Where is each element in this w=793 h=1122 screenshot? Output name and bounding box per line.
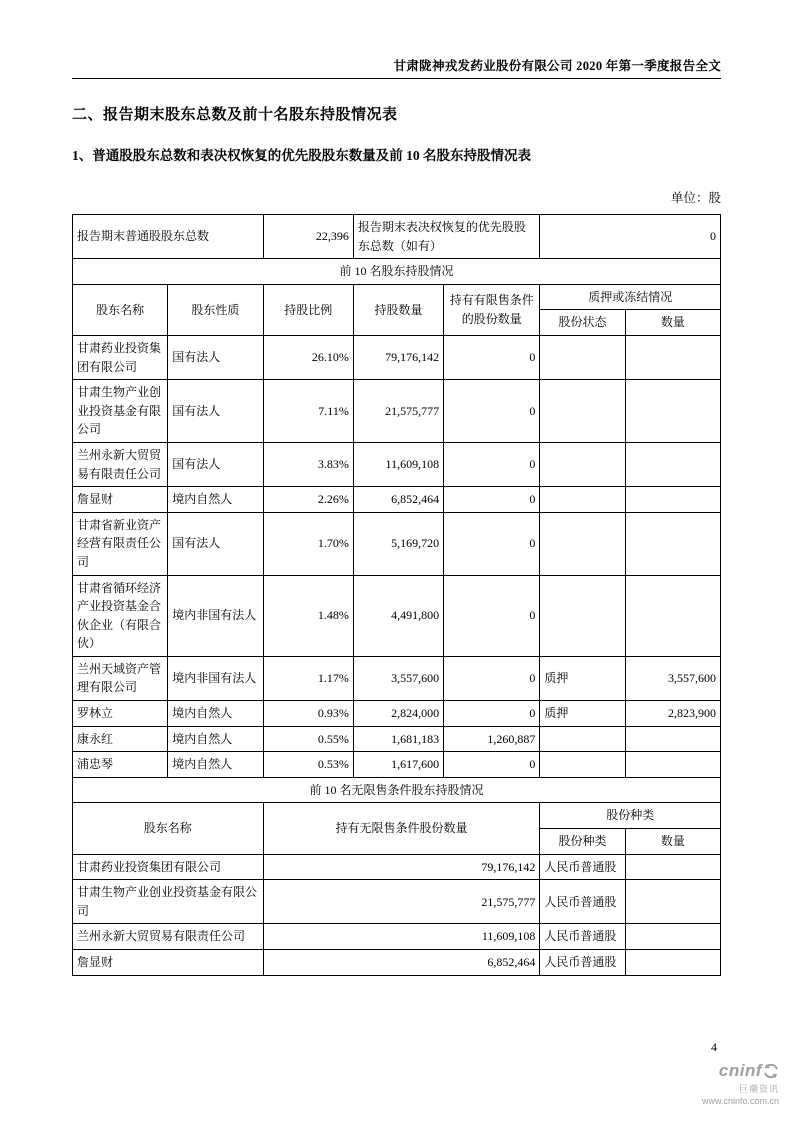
col-header-restricted: 持有有限售条件的股份数量 — [444, 284, 540, 335]
unrestricted-name-cell: 詹显财 — [73, 950, 264, 976]
shareholder-nature-cell: 境内非国有法人 — [168, 575, 263, 656]
shareholder-ratio-cell: 7.11% — [263, 380, 353, 443]
col-header-share-type: 股份种类 — [540, 829, 625, 855]
pledge-qty-cell — [625, 512, 720, 575]
shareholder-shares-cell: 79,176,142 — [353, 335, 443, 379]
cninfo-chinese-name: 巨潮资讯 — [738, 1084, 779, 1094]
shareholder-nature-cell: 国有法人 — [168, 442, 263, 486]
cninfo-wordmark-text: cninf — [718, 1061, 762, 1080]
unit-label: 单位：股 — [670, 191, 721, 205]
shareholder-row — [73, 512, 721, 575]
shareholder-row — [73, 575, 721, 656]
shareholder-shares-cell: 4,491,800 — [353, 575, 443, 656]
unrestricted-header-row-1 — [73, 803, 721, 829]
shareholder-row — [73, 726, 721, 752]
shareholder-shares-cell: 1,681,183 — [353, 726, 443, 752]
unrestricted-row — [73, 880, 721, 924]
share-type-cell: 人民币普通股 — [540, 924, 625, 950]
shareholder-row — [73, 335, 721, 379]
pledge-status-cell — [540, 335, 625, 379]
shareholder-name-cell: 甘肃药业投资集团有限公司 — [73, 335, 168, 379]
share-type-cell: 人民币普通股 — [540, 880, 625, 924]
pledge-status-cell — [540, 752, 625, 778]
pledge-qty-cell — [625, 752, 720, 778]
shareholder-ratio-cell: 3.83% — [263, 442, 353, 486]
shareholder-name-cell: 兰州永新大贸贸易有限责任公司 — [73, 442, 168, 486]
shareholder-name-cell: 甘肃省新业资产经营有限责任公司 — [73, 512, 168, 575]
pledge-qty-cell — [625, 442, 720, 486]
unrestricted-shares-cell: 11,609,108 — [263, 924, 540, 950]
shareholder-name-cell: 康永红 — [73, 726, 168, 752]
shareholder-restricted-cell: 0 — [444, 380, 540, 443]
top10-section-header: 前 10 名股东持股情况 — [73, 259, 721, 285]
shareholder-shares-cell: 1,617,600 — [353, 752, 443, 778]
shareholder-restricted-cell: 0 — [444, 512, 540, 575]
shareholder-restricted-cell: 0 — [444, 335, 540, 379]
shareholder-ratio-cell: 0.93% — [263, 701, 353, 727]
unrestricted-shares-cell: 79,176,142 — [263, 854, 540, 880]
shareholder-restricted-cell: 0 — [444, 487, 540, 513]
unrestricted-band-row — [73, 777, 721, 803]
col-header-share-qty: 数量 — [625, 829, 720, 855]
page-number: 4 — [711, 1040, 717, 1054]
shareholder-row — [73, 442, 721, 486]
cninfo-footer-logo — [702, 1061, 779, 1106]
unrestricted-section-header: 前 10 名无限售条件股东持股情况 — [73, 777, 721, 803]
share-type-cell: 人民币普通股 — [540, 950, 625, 976]
shareholder-ratio-cell: 26.10% — [263, 335, 353, 379]
shareholder-name-cell: 甘肃省循环经济产业投资基金合伙企业（有限合伙） — [73, 575, 168, 656]
pledge-status-cell — [540, 442, 625, 486]
preferred-shareholders-label: 报告期末表决权恢复的优先股股东总数（如有） — [353, 215, 540, 259]
document-page — [72, 0, 721, 976]
shareholder-row — [73, 752, 721, 778]
unrestricted-name-cell: 甘肃药业投资集团有限公司 — [73, 854, 264, 880]
col-header-pledge-group: 质押或冻结情况 — [540, 284, 721, 310]
pledge-status-cell — [540, 575, 625, 656]
shareholder-ratio-cell: 1.17% — [263, 656, 353, 700]
shareholder-ratio-cell: 0.55% — [263, 726, 353, 752]
shareholder-name-cell: 兰州天域资产管理有限公司 — [73, 656, 168, 700]
shareholder-restricted-cell: 0 — [444, 442, 540, 486]
shareholder-restricted-cell: 0 — [444, 656, 540, 700]
shareholder-restricted-cell: 0 — [444, 701, 540, 727]
shareholder-shares-cell: 2,824,000 — [353, 701, 443, 727]
top10-band-row — [73, 259, 721, 285]
pledge-qty-cell — [625, 726, 720, 752]
col-header-name: 股东名称 — [73, 284, 168, 335]
shareholder-nature-cell: 境内自然人 — [168, 701, 263, 727]
shareholder-nature-cell: 国有法人 — [168, 380, 263, 443]
col-header-pledge-qty: 数量 — [625, 310, 720, 336]
shareholder-ratio-cell: 1.48% — [263, 575, 353, 656]
shareholder-restricted-cell: 0 — [444, 752, 540, 778]
shareholder-row — [73, 656, 721, 700]
preferred-shareholders-value: 0 — [540, 215, 721, 259]
pledge-qty-cell — [625, 487, 720, 513]
col-header-share-type-group: 股份种类 — [540, 803, 721, 829]
shareholder-nature-cell: 境内自然人 — [168, 487, 263, 513]
share-qty-cell — [625, 854, 720, 880]
col-header-unrestricted-name: 股东名称 — [73, 803, 264, 854]
shareholder-shares-cell: 11,609,108 — [353, 442, 443, 486]
shareholder-nature-cell: 境内自然人 — [168, 726, 263, 752]
unrestricted-row — [73, 924, 721, 950]
common-shareholders-value: 22,396 — [263, 215, 353, 259]
shareholder-nature-cell: 国有法人 — [168, 512, 263, 575]
shareholder-row — [73, 380, 721, 443]
shareholder-nature-cell: 境内自然人 — [168, 752, 263, 778]
unrestricted-shares-cell: 6,852,464 — [263, 950, 540, 976]
shareholder-row — [73, 701, 721, 727]
subsection-title: 1、普通股股东总数和表决权恢复的优先股股东数量及前 10 名股东持股情况表 — [72, 148, 531, 163]
shareholder-shares-cell: 6,852,464 — [353, 487, 443, 513]
pledge-status-cell — [540, 487, 625, 513]
shareholder-ratio-cell: 0.53% — [263, 752, 353, 778]
unrestricted-shares-cell: 21,575,777 — [263, 880, 540, 924]
shareholder-ratio-cell: 1.70% — [263, 512, 353, 575]
pledge-status-cell: 质押 — [540, 656, 625, 700]
unrestricted-row — [73, 854, 721, 880]
pledge-status-cell: 质押 — [540, 701, 625, 727]
pledge-qty-cell: 3,557,600 — [625, 656, 720, 700]
share-qty-cell — [625, 880, 720, 924]
cninfo-swirl-icon — [763, 1063, 779, 1079]
pledge-qty-cell: 2,823,900 — [625, 701, 720, 727]
shareholder-nature-cell: 境内非国有法人 — [168, 656, 263, 700]
shareholder-ratio-cell: 2.26% — [263, 487, 353, 513]
pledge-status-cell — [540, 380, 625, 443]
unrestricted-row — [73, 950, 721, 976]
shareholder-restricted-cell: 0 — [444, 575, 540, 656]
col-header-nature: 股东性质 — [168, 284, 263, 335]
top10-header-row-1 — [73, 284, 721, 310]
shareholder-name-cell: 甘肃生物产业创业投资基金有限公司 — [73, 380, 168, 443]
common-shareholders-label: 报告期末普通股股东总数 — [73, 215, 264, 259]
shareholder-row — [73, 487, 721, 513]
share-qty-cell — [625, 950, 720, 976]
pledge-qty-cell — [625, 380, 720, 443]
share-qty-cell — [625, 924, 720, 950]
shareholder-shares-cell: 3,557,600 — [353, 656, 443, 700]
share-type-cell: 人民币普通股 — [540, 854, 625, 880]
shareholders-table — [72, 214, 721, 976]
shareholder-name-cell: 罗林立 — [73, 701, 168, 727]
col-header-pledge-status: 股份状态 — [540, 310, 625, 336]
pledge-qty-cell — [625, 335, 720, 379]
cninfo-website: www.cninfo.com.cn — [701, 1096, 779, 1106]
shareholder-nature-cell: 国有法人 — [168, 335, 263, 379]
col-header-ratio: 持股比例 — [263, 284, 353, 335]
shareholder-shares-cell: 21,575,777 — [353, 380, 443, 443]
pledge-status-cell — [540, 512, 625, 575]
shareholder-name-cell: 浦忠琴 — [73, 752, 168, 778]
shareholder-shares-cell: 5,169,720 — [353, 512, 443, 575]
shareholder-restricted-cell: 1,260,887 — [444, 726, 540, 752]
shareholder-name-cell: 詹显财 — [73, 487, 168, 513]
col-header-shares: 持股数量 — [353, 284, 443, 335]
unrestricted-name-cell: 兰州永新大贸贸易有限责任公司 — [73, 924, 264, 950]
col-header-unrestricted-shares: 持有无限售条件股份数量 — [263, 803, 540, 854]
cninfo-wordmark — [719, 1061, 779, 1081]
report-header: 甘肃陇神戎发药业股份有限公司 2020 年第一季度报告全文 — [72, 0, 721, 79]
summary-row — [73, 215, 721, 259]
section-title: 二、报告期末股东总数及前十名股东持股情况表 — [72, 107, 398, 123]
pledge-qty-cell — [625, 575, 720, 656]
pledge-status-cell — [540, 726, 625, 752]
unrestricted-name-cell: 甘肃生物产业创业投资基金有限公司 — [73, 880, 264, 924]
